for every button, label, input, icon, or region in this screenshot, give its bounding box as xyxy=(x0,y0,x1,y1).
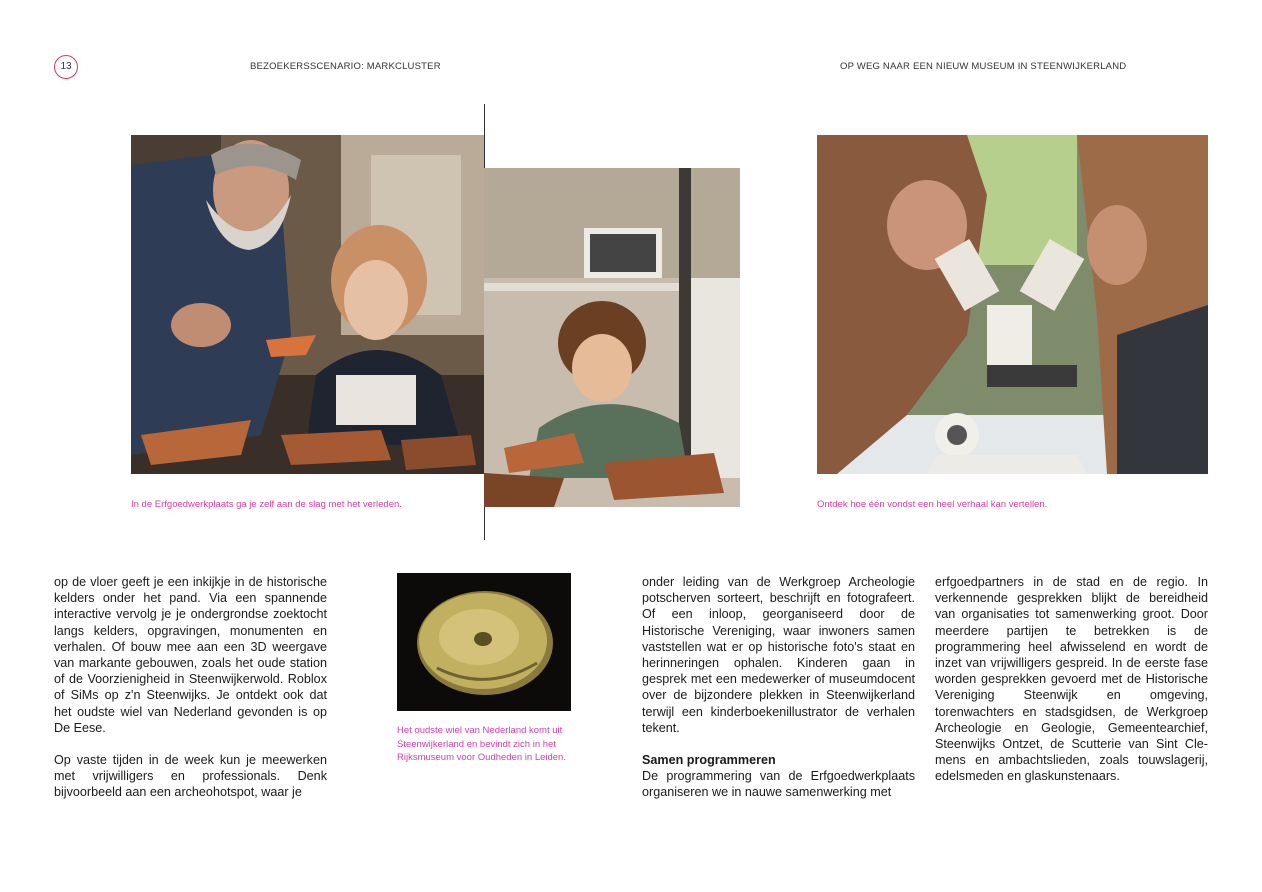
caption-wheel: Het oudste wiel van Nederland komt uit Steenwijkerland en bevindt zich in het Rijksmuseum voor Oudheden in Leiden. xyxy=(397,725,566,763)
photo-microscope xyxy=(817,135,1208,474)
photo-boy-with-shards xyxy=(484,168,740,507)
subheading-samen-programmeren: Samen programmeren xyxy=(642,753,776,768)
paragraph: onder leiding van de Werkgroep Archeologie potscherven sorteert, beschrijft en fotografeert. Of een inloop, georganiseerd door de Historische Vereniging, waar inwoners samen vaststellen wat er op historische foto's staat en herinneringen ophalen. Kinderen gaan in gesprek met een medewerker of museumdocent over de bijzondere plekken in Steenwijkerland terwijl een kinderboekenillustrator de verhalen tekent. xyxy=(642,575,915,735)
publication-title: OP WEG NAAR EEN NIEUW MUSEUM IN STEENWIJKERLAND xyxy=(840,61,1127,72)
text-column-4 xyxy=(935,574,1208,785)
section-title: BEZOEKERSSCENARIO: MARKCLUSTER xyxy=(250,61,441,72)
paragraph: De programmering van de Erfgoedwerkplaats organiseren we in nauwe samenwerking met xyxy=(642,769,915,800)
paragraph: erfgoedpartners in de stad en de regio. In verkennende gesprekken blijkt de bereidheid van organisaties tot samenwerking groot. Door meerdere partijen te betrekken is de programmering heel afwisselend en wordt de inzet van vrijwilligers gespreid. In de eerste fase worden gesprekken gevoerd met de Historische Vereniging Steenwijk en omgeving, torenwachters en stadsgidsen, de Werkgroep Archeologie en Geologie, Gemeentearchief, Steenwijks Ontzet, de Scutterie van Sint Clemens en ambachtslieden, zoals touwslagerij, edelsmeden en glaskunstenaars. xyxy=(935,575,1208,784)
text-column-1 xyxy=(54,574,327,801)
caption-microscope: Ontdek hoe één vondst een heel verhaal kan vertellen. xyxy=(817,499,1048,510)
paragraph: op de vloer geeft je een inkijkje in de historische kelders onder het pand. Via een spannende interactive vervolg je je ondergrondse zoektocht langs kelders, opgravingen, monumenten en verhalen. Of bouw mee aan een 3D weergave van markante gebouwen, zoals het oude station of de Voorzienigheid in Steenwijkerwold. Roblox of SiMs op z'n Steenwijks. Je ontdekt ook dat het oudste wiel van Nederland gevonden is op De Eese. xyxy=(54,575,327,735)
photo-oldest-wheel xyxy=(397,573,571,711)
paragraph: Op vaste tijden in de week kun je meewerken met vrijwilligers en professionals. Denk bijvoorbeeld aan een archeohotspot, waar je xyxy=(54,753,327,800)
page-number: 13 xyxy=(54,55,78,79)
caption-workshop: In de Erfgoedwerkplaats ga je zelf aan de slag met het verleden. xyxy=(131,499,402,510)
text-column-3 xyxy=(642,574,915,801)
photo-man-and-girl-with-shards xyxy=(131,135,484,474)
